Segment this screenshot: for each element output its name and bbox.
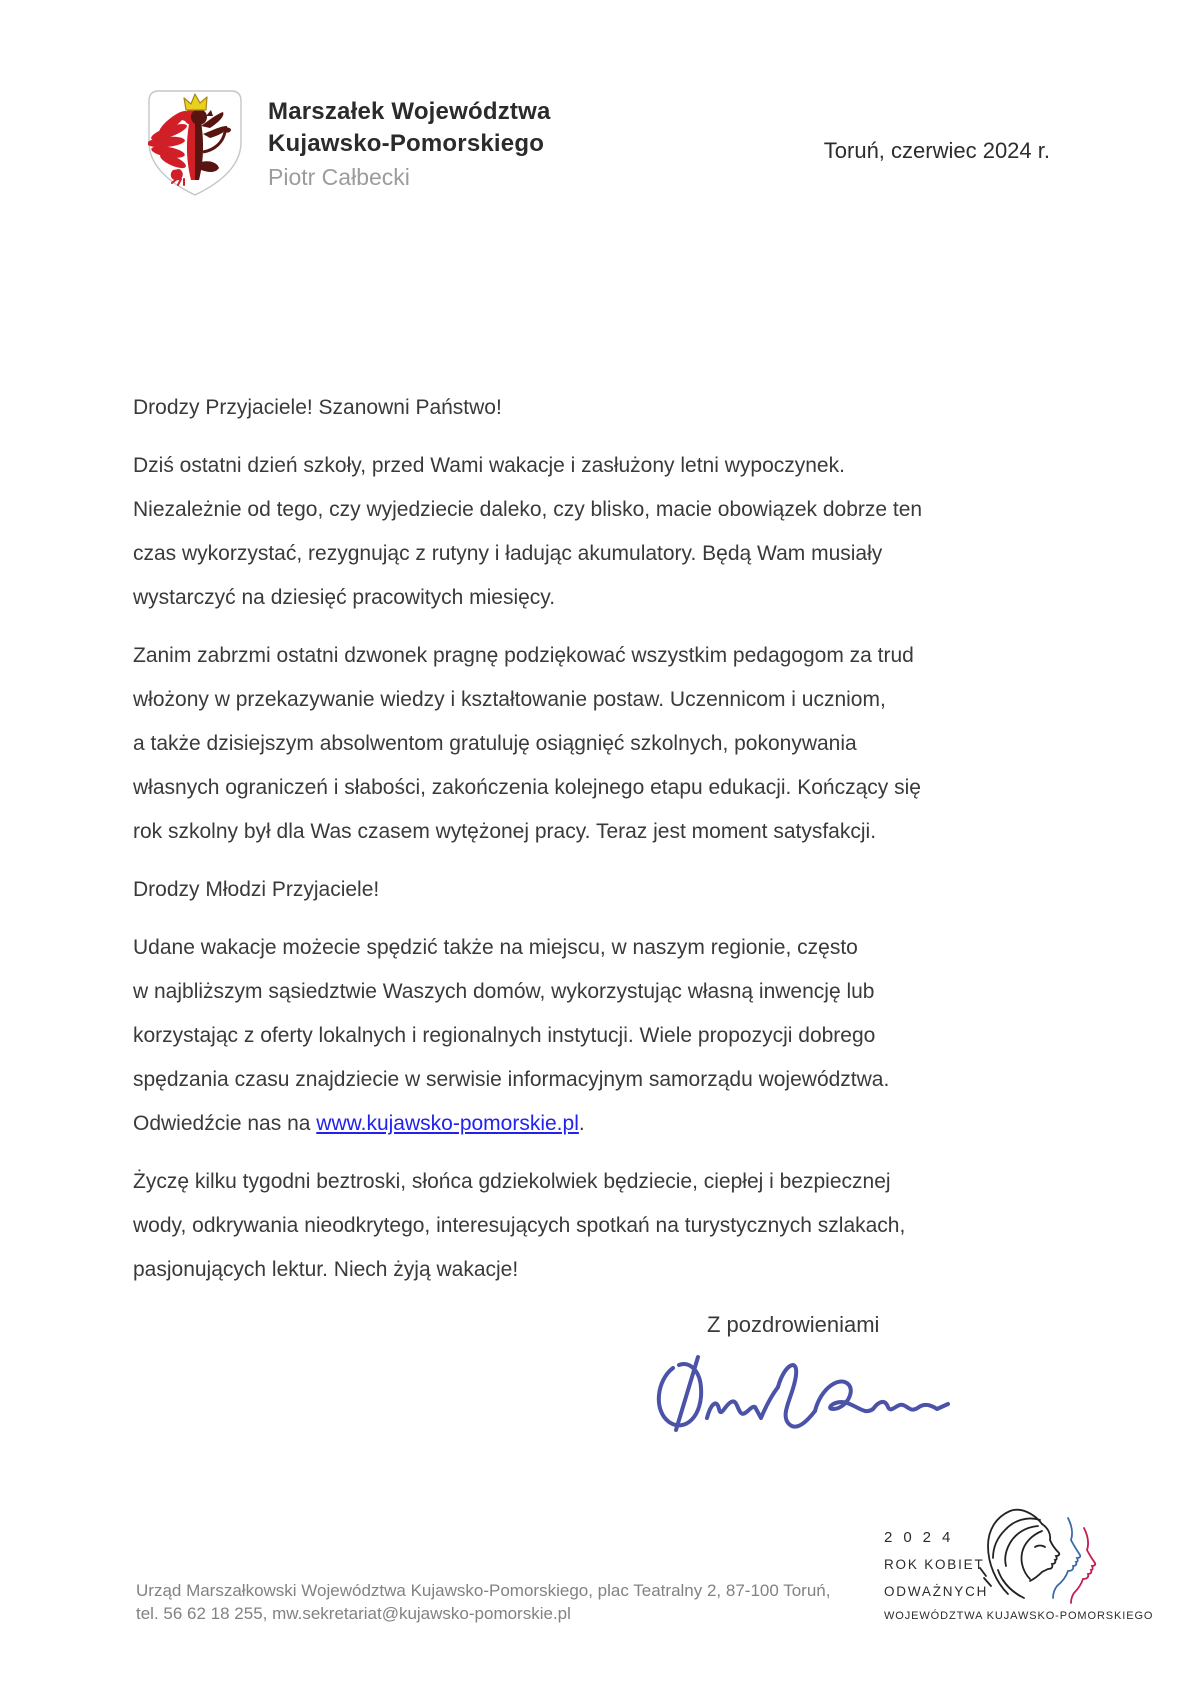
body-line: Dziś ostatni dzień szkoły, przed Wami wakacje i zasłużony letni wypoczynek.: [133, 454, 845, 477]
footer-address: [136, 1579, 830, 1625]
handwritten-signature: [645, 1348, 965, 1440]
body-line: własnych ograniczeń i słabości, zakończenia kolejnego etapu edukacji. Kończący się: [133, 776, 921, 799]
body-line: wody, odkrywania nieodkrytego, interesujących spotkań na turystycznych szlakach,: [133, 1214, 906, 1237]
letter-body: [133, 386, 1073, 1306]
closing-phrase: Z pozdrowieniami: [707, 1312, 880, 1337]
salutation-1: [133, 386, 1073, 430]
body-line-with-link: [133, 1102, 1073, 1146]
footer-line1: Urząd Marszałkowski Województwa Kujawsko-Pomorskiego, plac Teatralny 2, 87-100 Toruń,: [136, 1581, 831, 1600]
link-suffix-text: .: [578, 1112, 585, 1135]
sender-org-line2: Kujawsko-Pomorskiego: [268, 130, 545, 157]
year-logo-line2: ODWAŻNYCH: [884, 1584, 989, 1599]
body-line: Zanim zabrzmi ostatni dzwonek pragnę podziękować wszystkim pedagogom za trud: [133, 644, 914, 667]
body-line: Udane wakacje możecie spędzić także na miejscu, w naszym regionie, często: [133, 936, 858, 959]
sender-name: Piotr Całbecki: [268, 164, 410, 190]
women-profiles-icon: [972, 1490, 1104, 1614]
body-line: wystarczyć na dziesięć pracowitych miesięcy.: [133, 586, 556, 609]
body-line: pasjonujących lektur. Niech żyją wakacje!: [133, 1258, 519, 1281]
coat-of-arms-icon: [148, 90, 242, 196]
paragraph-3: [133, 926, 1073, 1146]
year-logo-line1: ROK KOBIET: [884, 1557, 985, 1572]
kujawsko-pomorskie-link[interactable]: www.kujawsko-pomorskie.pl: [316, 1112, 579, 1135]
paragraph-2: [133, 634, 1073, 854]
paragraph-1: [133, 444, 1073, 620]
year-logo-caption: WOJEWÓDZTWA KUJAWSKO-POMORSKIEGO: [884, 1610, 1154, 1622]
salutation-2-text: Drodzy Młodzi Przyjaciele!: [133, 878, 380, 901]
dateline: Toruń, czerwiec 2024 r.: [823, 138, 1050, 163]
salutation-2: [133, 868, 1073, 912]
body-line: rok szkolny był dla Was czasem wytężonej pracy. Teraz jest moment satysfakcji.: [133, 820, 877, 843]
body-line: czas wykorzystać, rezygnując z rutyny i ładując akumulatory. Będą Wam musiały: [133, 542, 883, 565]
body-line: a także dzisiejszym absolwentom gratuluję osiągnięć szkolnych, pokonywania: [133, 732, 857, 755]
body-line: Niezależnie od tego, czy wyjedziecie daleko, czy blisko, macie obowiązek dobrze ten: [133, 498, 923, 521]
year-logo-year: 2024: [884, 1529, 962, 1546]
footer-line2: tel. 56 62 18 255, mw.sekretariat@kujawsko-pomorskie.pl: [136, 1604, 571, 1623]
body-line: Życzę kilku tygodni beztroski, słońca gdziekolwiek będziecie, ciepłej i bezpiecznej: [133, 1170, 891, 1193]
sender-org-line1: Marszałek Województwa: [268, 98, 551, 125]
body-line: w najbliższym sąsiedztwie Waszych domów, wykorzystując własną inwencję lub: [133, 980, 875, 1003]
sender-block: [268, 96, 551, 192]
paragraph-4: [133, 1160, 1073, 1292]
salutation-1-text: Drodzy Przyjaciele! Szanowni Państwo!: [133, 396, 502, 419]
link-prefix-text: Odwiedźcie nas na: [133, 1112, 317, 1135]
body-line: włożony w przekazywanie wiedzy i kształtowanie postaw. Uczennicom i uczniom,: [133, 688, 886, 711]
body-line: korzystając z oferty lokalnych i regionalnych instytucji. Wiele propozycji dobrego: [133, 1024, 876, 1047]
body-line: spędzania czasu znajdziecie w serwisie informacyjnym samorządu województwa.: [133, 1068, 890, 1091]
